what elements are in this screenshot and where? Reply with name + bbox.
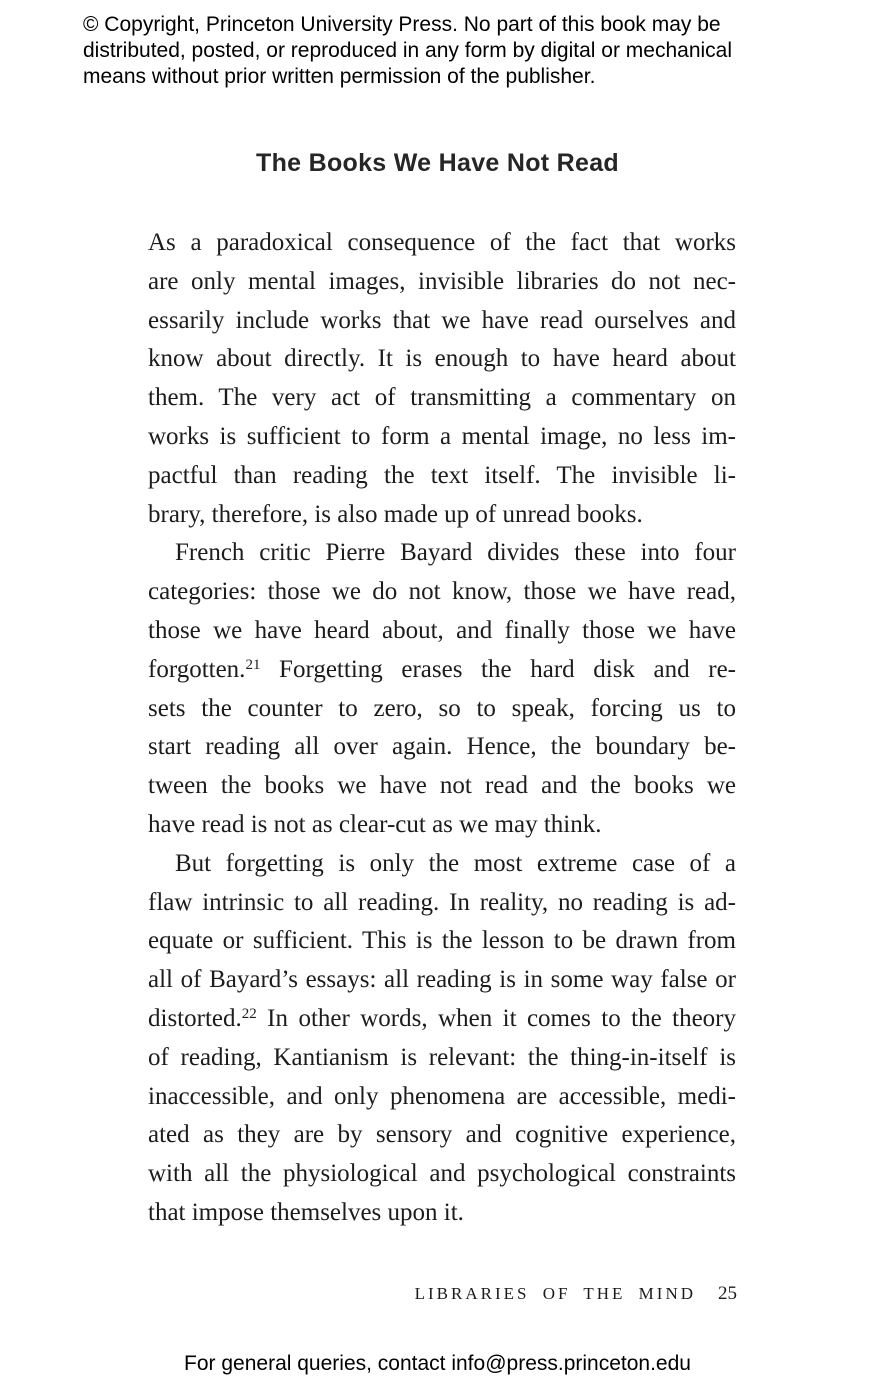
body-line: of reading, Kantianism is relevant: the thing-in-itself is: [148, 1043, 736, 1071]
running-head: LIBRARIES OF THE MIND: [414, 1284, 696, 1303]
body-line: equate or sufficient. This is the lesson to be drawn from: [148, 927, 736, 955]
body-line: categories: those we do not know, those we have read,: [148, 578, 736, 606]
contact-line: For general queries, contact info@press.princeton.edu: [184, 1352, 691, 1375]
body-line: inaccessible, and only phenomena are accessible, medi-: [148, 1082, 736, 1110]
body-line: pactful than reading the text itself. The invisible li-: [148, 461, 736, 489]
copyright-line: © Copyright, Princeton University Press. No part of this book may be: [83, 13, 721, 36]
copyright-line: means without prior written permission of the publisher.: [83, 65, 596, 88]
body-line: ated as they are by sensory and cognitive experience,: [148, 1121, 736, 1149]
body-line: them. The very act of transmitting a commentary on: [148, 384, 736, 412]
body-text: [148, 224, 736, 1233]
body-line: sets the counter to zero, so to speak, forcing us to: [148, 694, 736, 722]
body-line: are only mental images, invisible libraries do not nec-: [148, 267, 736, 295]
body-line: distorted.$^{22}$ In other words, when it comes to the theory: [148, 1004, 736, 1032]
body-line: flaw intrinsic to all reading. In reality, no reading is ad-: [148, 888, 736, 916]
body-line: tween the books we have not read and the books we: [148, 772, 736, 800]
chapter-title: The Books We Have Not Read: [256, 149, 619, 177]
body-line: essarily include works that we have read ourselves and: [148, 306, 736, 334]
body-line: that impose themselves upon it.: [148, 1198, 464, 1226]
paragraph: [148, 845, 736, 1233]
body-line: French critic Pierre Bayard divides these into four: [175, 539, 736, 567]
body-line: As a paradoxical consequence of the fact that works: [148, 229, 736, 256]
page-number: 25: [718, 1283, 737, 1304]
body-line: all of Bayard’s essays: all reading is in some way false or: [148, 966, 736, 994]
page-footer: [415, 1283, 737, 1305]
body-line: forgotten.$^{21}$ Forgetting erases the hard disk and re-: [148, 655, 736, 683]
copyright-line: distributed, posted, or reproduced in any form by digital or mechanical: [83, 39, 733, 62]
body-line: brary, therefore, is also made up of unread books.: [148, 500, 643, 528]
paragraph: [148, 534, 736, 844]
body-line: with all the physiological and psychological constraints: [148, 1160, 736, 1188]
body-line: those we have heard about, and finally those we have: [148, 616, 736, 644]
body-line: But forgetting is only the most extreme case of a: [175, 849, 736, 877]
paragraph: [148, 224, 736, 534]
body-line: know about directly. It is enough to have heard about: [148, 345, 736, 373]
footnote-reference: 21: [245, 657, 261, 674]
body-line: have read is not as clear-cut as we may think.: [148, 810, 602, 838]
body-line: start reading all over again. Hence, the boundary be-: [148, 733, 736, 761]
footnote-reference: 22: [241, 1006, 257, 1023]
body-line: works is sufficient to form a mental image, no less im-: [148, 422, 736, 450]
copyright-notice: [83, 12, 803, 90]
